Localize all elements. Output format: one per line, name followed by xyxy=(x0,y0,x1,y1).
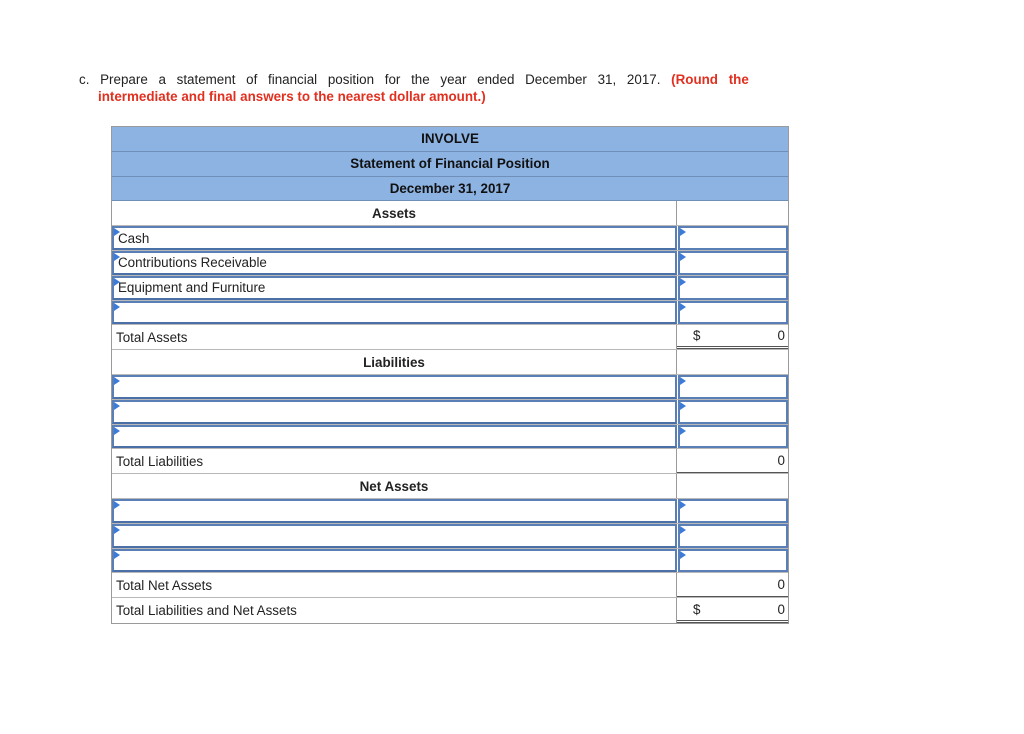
total-assets-label: Total Assets xyxy=(112,325,677,349)
total-liabilities-label: Total Liabilities xyxy=(112,449,677,473)
asset-row-1 xyxy=(112,226,788,251)
net-asset-amount-input-2[interactable] xyxy=(678,524,788,548)
liability-label-input-1[interactable] xyxy=(112,375,677,399)
dropdown-marker-icon xyxy=(114,551,120,559)
liability-row-3 xyxy=(112,425,788,450)
total-assets-amount xyxy=(677,325,788,349)
liability-label-input-3[interactable] xyxy=(112,425,677,449)
asset-amount-input-3[interactable] xyxy=(678,276,788,300)
asset-amount-input-1[interactable] xyxy=(678,226,788,250)
liability-label-input-2[interactable] xyxy=(112,400,677,424)
dropdown-marker-icon xyxy=(680,526,686,534)
net-assets-heading-amount xyxy=(677,474,788,498)
assets-heading-row xyxy=(112,201,788,226)
liability-row-2 xyxy=(112,400,788,425)
net-assets-heading: Net Assets xyxy=(112,474,677,498)
asset-label-input-4[interactable] xyxy=(112,301,677,325)
dropdown-marker-icon xyxy=(680,278,686,286)
dropdown-marker-icon xyxy=(680,253,686,261)
dropdown-marker-icon xyxy=(114,278,120,286)
net-asset-label-input-3[interactable] xyxy=(112,549,677,573)
dropdown-marker-icon xyxy=(680,551,686,559)
total-net-assets-amount xyxy=(677,573,788,597)
net-asset-label-input-1[interactable] xyxy=(112,499,677,523)
asset-amount-input-2[interactable] xyxy=(678,251,788,275)
liability-amount-input-2[interactable] xyxy=(678,400,788,424)
dropdown-marker-icon xyxy=(680,501,686,509)
dropdown-marker-icon xyxy=(114,253,120,261)
dropdown-marker-icon xyxy=(680,228,686,236)
total-net-assets-label: Total Net Assets xyxy=(112,573,677,597)
total-liabilities-value: 0 xyxy=(777,453,785,469)
asset-row-3 xyxy=(112,276,788,301)
asset-label-input-1[interactable]: Cash xyxy=(112,226,677,250)
dropdown-marker-icon xyxy=(114,402,120,410)
liability-row-1 xyxy=(112,375,788,400)
assets-heading: Assets xyxy=(112,201,677,225)
asset-row-4 xyxy=(112,301,788,326)
net-assets-heading-row xyxy=(112,474,788,499)
asset-label-input-3[interactable]: Equipment and Furniture xyxy=(112,276,677,300)
statement-date-header xyxy=(112,177,788,202)
currency-symbol: $ xyxy=(693,601,701,617)
asset-row-2 xyxy=(112,251,788,276)
dropdown-marker-icon xyxy=(680,303,686,311)
net-asset-row-3 xyxy=(112,549,788,574)
dropdown-marker-icon xyxy=(680,427,686,435)
instructions xyxy=(79,71,749,105)
dropdown-marker-icon xyxy=(680,377,686,385)
total-liab-net-value: 0 xyxy=(777,601,785,617)
net-asset-label-input-2[interactable] xyxy=(112,524,677,548)
net-asset-row-1 xyxy=(112,499,788,524)
total-liabilities-amount xyxy=(677,449,788,473)
instructions-line-2: intermediate and final answers to the nearest dollar amount.) xyxy=(98,89,486,104)
asset-label-input-2[interactable]: Contributions Receivable xyxy=(112,251,677,275)
total-net-assets-value: 0 xyxy=(777,577,785,593)
dropdown-marker-icon xyxy=(114,377,120,385)
net-asset-row-2 xyxy=(112,524,788,549)
org-name-header xyxy=(112,127,788,152)
statement-title-header xyxy=(112,152,788,177)
dropdown-marker-icon xyxy=(114,501,120,509)
part-label: c. xyxy=(79,72,90,87)
liabilities-heading-row xyxy=(112,350,788,375)
dropdown-marker-icon xyxy=(114,526,120,534)
total-liab-net-amount xyxy=(677,598,788,623)
liability-amount-input-1[interactable] xyxy=(678,375,788,399)
asset-amount-input-4[interactable] xyxy=(678,301,788,325)
dropdown-marker-icon xyxy=(114,228,120,236)
currency-symbol: $ xyxy=(693,328,701,344)
total-liab-net-label: Total Liabilities and Net Assets xyxy=(112,598,677,623)
liabilities-heading: Liabilities xyxy=(112,350,677,374)
dropdown-marker-icon xyxy=(114,427,120,435)
total-liabilities-row xyxy=(112,449,788,474)
net-asset-amount-input-1[interactable] xyxy=(678,499,788,523)
org-name: INVOLVE xyxy=(421,131,479,147)
total-assets-row xyxy=(112,325,788,350)
instructions-line-1: c. Prepare a statement of financial position for the year ended December 31, 2017. (Round the xyxy=(79,72,749,87)
liabilities-heading-amount xyxy=(677,350,788,374)
total-liab-net-row xyxy=(112,598,788,623)
dropdown-marker-icon xyxy=(680,402,686,410)
dropdown-marker-icon xyxy=(114,303,120,311)
liability-amount-input-3[interactable] xyxy=(678,425,788,449)
financial-statement-table xyxy=(111,126,789,624)
assets-heading-amount xyxy=(677,201,788,225)
statement-date: December 31, 2017 xyxy=(389,180,511,196)
total-assets-value: 0 xyxy=(777,328,785,344)
net-asset-amount-input-3[interactable] xyxy=(678,549,788,573)
statement-title: Statement of Financial Position xyxy=(350,156,550,172)
total-net-assets-row xyxy=(112,573,788,598)
